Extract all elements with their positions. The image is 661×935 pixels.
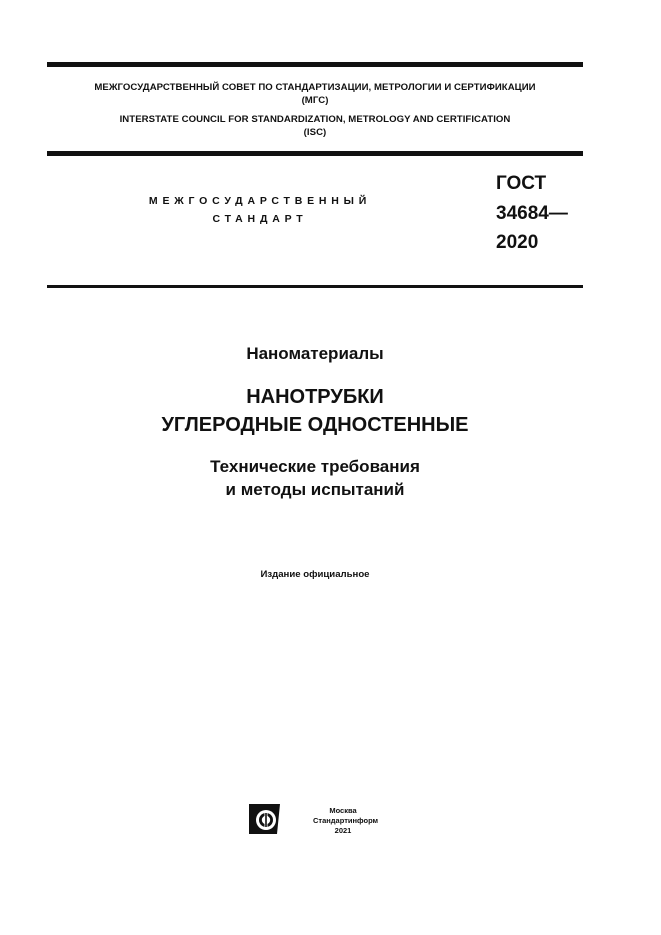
header-bottom-rule xyxy=(47,151,583,156)
council-ru xyxy=(47,81,583,107)
gost-designation xyxy=(496,170,568,257)
top-rule xyxy=(47,62,583,67)
publisher-year: 2021 xyxy=(334,826,352,835)
publisher-block xyxy=(313,806,379,836)
council-ru-line2: (МГС) xyxy=(301,95,329,106)
council-en-line2: (ISC) xyxy=(303,127,327,138)
council-ru-line1: МЕЖГОСУДАРСТВЕННЫЙ СОВЕТ ПО СТАНДАРТИЗАЦИИ, МЕТРОЛОГИИ И СЕРТИФИКАЦИИ xyxy=(94,82,536,93)
subject-title: Наноматериалы xyxy=(246,344,384,363)
gost-year: 2020 xyxy=(496,232,539,253)
standard-type-line1: МЕЖГОСУДАРСТВЕННЫЙ xyxy=(148,195,372,207)
standartinform-logo-icon xyxy=(249,804,285,834)
main-title-line1: НАНОТРУБКИ xyxy=(246,386,384,408)
council-en xyxy=(47,113,583,139)
standard-type-line2: СТАНДАРТ xyxy=(212,213,308,225)
subtitle-line1: Технические требования xyxy=(210,457,420,476)
main-title-line2: УГЛЕРОДНЫЕ ОДНОСТЕННЫЕ xyxy=(161,414,469,436)
council-en-line1: INTERSTATE COUNCIL FOR STANDARDIZATION, METROLOGY AND CERTIFICATION xyxy=(119,114,511,125)
publisher-city: Москва xyxy=(329,806,357,815)
publisher-name: Стандартинформ xyxy=(313,816,379,825)
subtitle xyxy=(47,455,583,501)
subtitle-line2: и методы испытаний xyxy=(225,480,405,499)
edition-label: Издание официальное xyxy=(260,569,370,580)
main-title xyxy=(47,383,583,439)
gost-number: 34684— xyxy=(496,203,568,224)
standard-bottom-rule xyxy=(47,285,583,288)
gost-label: ГОСТ xyxy=(496,173,547,194)
